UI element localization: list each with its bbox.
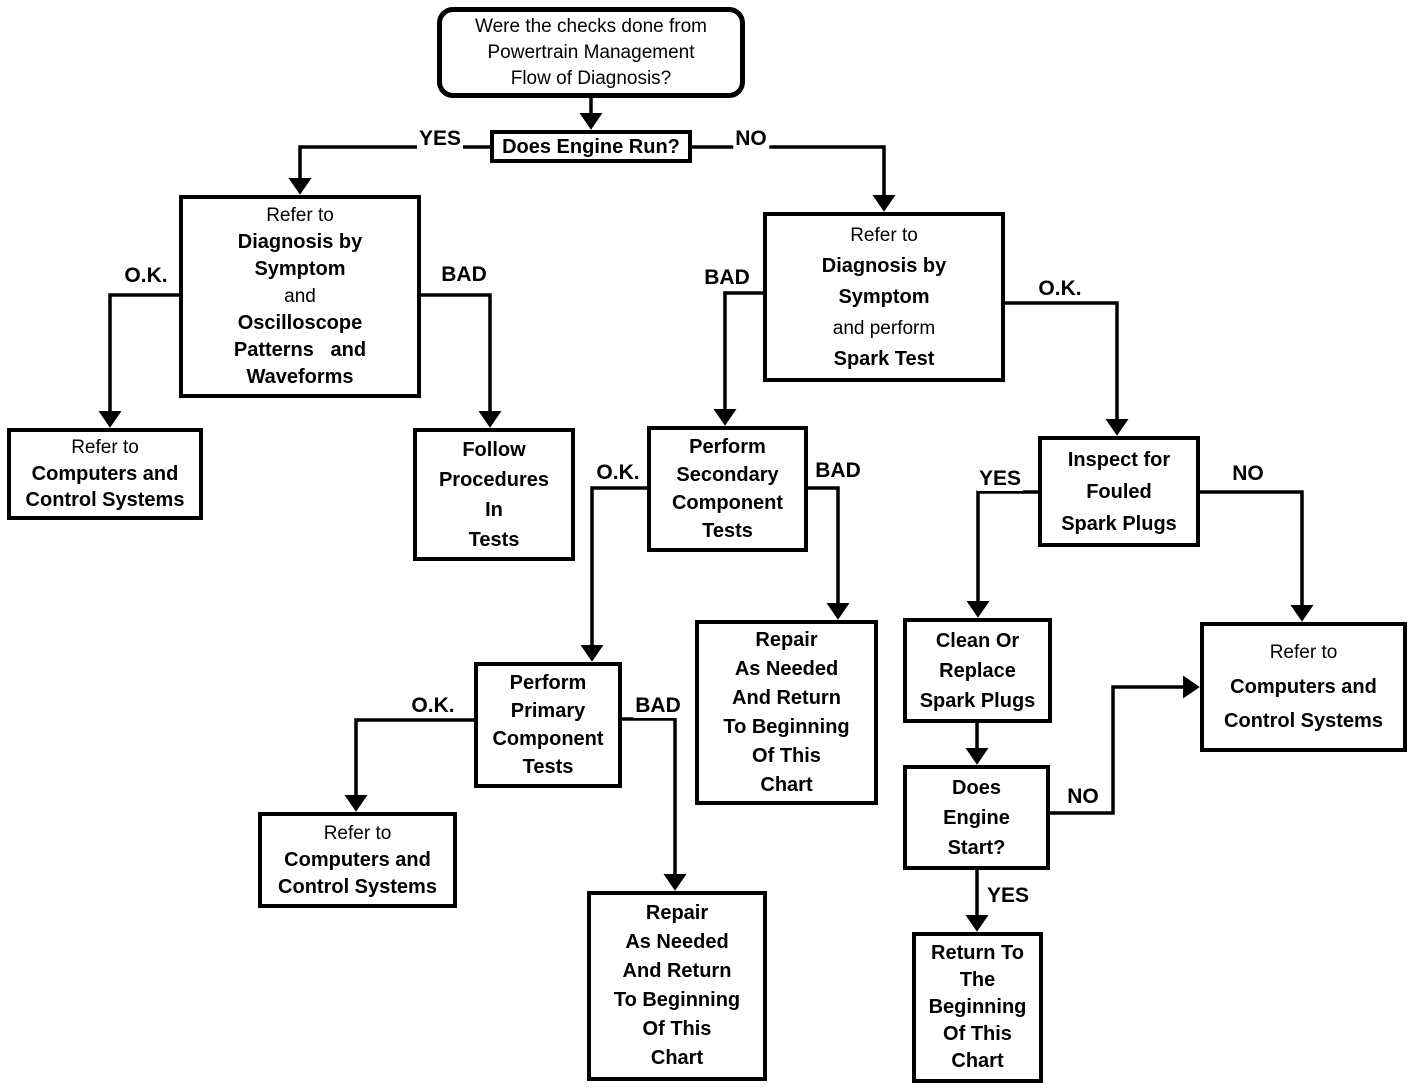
node-secondary-tests-line-2: Component [671, 492, 784, 514]
node-clean-replace-plugs [903, 618, 1052, 723]
node-repair-bottom-line-1: As Needed [625, 931, 729, 953]
node-repair-bottom-line-2: And Return [622, 960, 732, 982]
node-return-beginning-line-2: Beginning [928, 996, 1027, 1018]
edge-label-secondary-ok: O.K. [596, 461, 640, 484]
node-diagnosis-oscilloscope-line-4: Oscilloscope [237, 312, 363, 334]
node-does-engine-start-line-0: Does [952, 776, 1001, 799]
node-primary-tests [474, 662, 622, 788]
node-computers-left-line-2: Control Systems [25, 489, 185, 511]
node-computers-right [1200, 622, 1407, 752]
node-primary-tests-line-3: Tests [522, 756, 574, 778]
node-return-beginning [912, 932, 1043, 1083]
node-repair-mid-line-2: And Return [732, 686, 841, 709]
node-return-beginning-line-3: Of This [943, 1023, 1012, 1045]
node-diagnosis-spark-test-line-0: Refer to [850, 224, 918, 246]
node-return-beginning-line-1: The [959, 969, 996, 991]
node-secondary-tests-line-0: Perform [689, 436, 766, 458]
node-secondary-tests-line-3: Tests [702, 520, 753, 542]
edge-label-primary-bad: BAD [635, 694, 681, 717]
edge-label-engine-start-no: NO [1067, 785, 1099, 808]
node-start-line-0: Were the checks done from [475, 15, 707, 37]
node-computers-bottom-left-line-2: Control Systems [278, 875, 437, 898]
edge-label-spark-bad: BAD [704, 266, 750, 289]
node-follow-procedures-line-0: Follow [462, 438, 526, 461]
node-repair-bottom-line-3: To Beginning [613, 989, 741, 1011]
node-repair-bottom [587, 891, 767, 1081]
node-start-line-2: Flow of Diagnosis? [510, 67, 672, 89]
node-does-engine-start-line-1: Engine [943, 806, 1010, 829]
node-repair-mid-line-0: Repair [755, 628, 818, 651]
node-start-line-1: Powertrain Management [487, 41, 695, 63]
node-diagnosis-spark-test-line-2: Symptom [838, 285, 930, 308]
node-follow-procedures-line-2: In [485, 498, 503, 521]
node-start [437, 7, 745, 98]
edge-label-run-no: NO [735, 127, 767, 150]
edge-label-oscilloscope-ok: O.K. [124, 264, 168, 287]
node-diagnosis-oscilloscope-line-3: and [284, 286, 316, 307]
node-does-engine-run-line-0: Does Engine Run? [502, 135, 680, 158]
node-diagnosis-spark-test-line-3: and perform [832, 317, 936, 339]
node-primary-tests-line-2: Component [492, 728, 604, 750]
node-repair-mid-line-5: Chart [760, 773, 813, 796]
edge-label-spark-ok: O.K. [1038, 277, 1082, 300]
node-diagnosis-spark-test [763, 212, 1005, 382]
edge-label-inspect-no: NO [1232, 462, 1264, 485]
node-inspect-plugs-line-2: Spark Plugs [1061, 512, 1177, 535]
node-computers-right-line-1: Computers and [1230, 676, 1377, 698]
edge-label-primary-ok: O.K. [411, 694, 455, 717]
node-does-engine-run [490, 130, 692, 163]
node-computers-right-line-2: Control Systems [1224, 710, 1383, 732]
node-does-engine-start-line-2: Start? [947, 836, 1006, 859]
node-computers-left-line-1: Computers and [31, 463, 179, 485]
node-diagnosis-spark-test-line-1: Diagnosis by [821, 254, 947, 277]
node-repair-mid-line-1: As Needed [734, 657, 839, 680]
node-primary-tests-line-1: Primary [510, 700, 586, 722]
node-secondary-tests [647, 426, 808, 552]
node-computers-bottom-left [258, 812, 457, 908]
node-repair-mid [695, 620, 878, 805]
edge-label-inspect-yes: YES [978, 467, 1022, 490]
edge-label-oscilloscope-bad: BAD [441, 263, 487, 286]
node-return-beginning-line-4: Chart [951, 1050, 1004, 1072]
node-diagnosis-oscilloscope [179, 195, 421, 398]
node-computers-right-line-0: Refer to [1269, 642, 1338, 663]
node-computers-bottom-left-line-1: Computers and [284, 848, 431, 871]
node-follow-procedures [413, 428, 575, 561]
edge-label-run-yes: YES [418, 127, 462, 150]
node-clean-replace-plugs-line-2: Spark Plugs [919, 689, 1036, 712]
node-return-beginning-line-0: Return To [931, 942, 1024, 964]
node-repair-mid-line-4: Of This [752, 744, 821, 767]
node-does-engine-start [903, 765, 1050, 870]
node-repair-bottom-line-0: Repair [645, 902, 709, 924]
node-computers-bottom-left-line-0: Refer to [323, 822, 392, 844]
node-repair-bottom-line-5: Chart [650, 1047, 704, 1069]
node-computers-left-line-0: Refer to [71, 437, 139, 458]
node-follow-procedures-line-1: Procedures [438, 468, 550, 491]
node-diagnosis-spark-test-line-4: Spark Test [833, 347, 935, 370]
node-computers-left [7, 428, 203, 520]
node-diagnosis-oscilloscope-line-2: Symptom [254, 258, 346, 280]
node-diagnosis-oscilloscope-line-1: Diagnosis by [237, 231, 363, 253]
node-primary-tests-line-0: Perform [509, 672, 587, 694]
edge-label-secondary-bad: BAD [815, 459, 861, 482]
node-follow-procedures-line-3: Tests [468, 528, 520, 551]
node-diagnosis-oscilloscope-line-0: Refer to [266, 205, 334, 226]
node-inspect-plugs-line-0: Inspect for [1067, 448, 1171, 471]
node-repair-mid-line-3: To Beginning [723, 715, 850, 738]
node-repair-bottom-line-4: Of This [642, 1018, 712, 1040]
node-diagnosis-oscilloscope-line-5: Patterns and [233, 339, 367, 361]
node-secondary-tests-line-1: Secondary [676, 464, 779, 486]
node-clean-replace-plugs-line-1: Replace [939, 659, 1016, 682]
node-diagnosis-oscilloscope-line-6: Waveforms [246, 366, 354, 388]
node-inspect-plugs-line-1: Fouled [1086, 480, 1152, 503]
node-inspect-plugs [1038, 436, 1200, 547]
node-clean-replace-plugs-line-0: Clean Or [935, 629, 1020, 652]
edge-label-engine-start-yes: YES [986, 884, 1030, 907]
